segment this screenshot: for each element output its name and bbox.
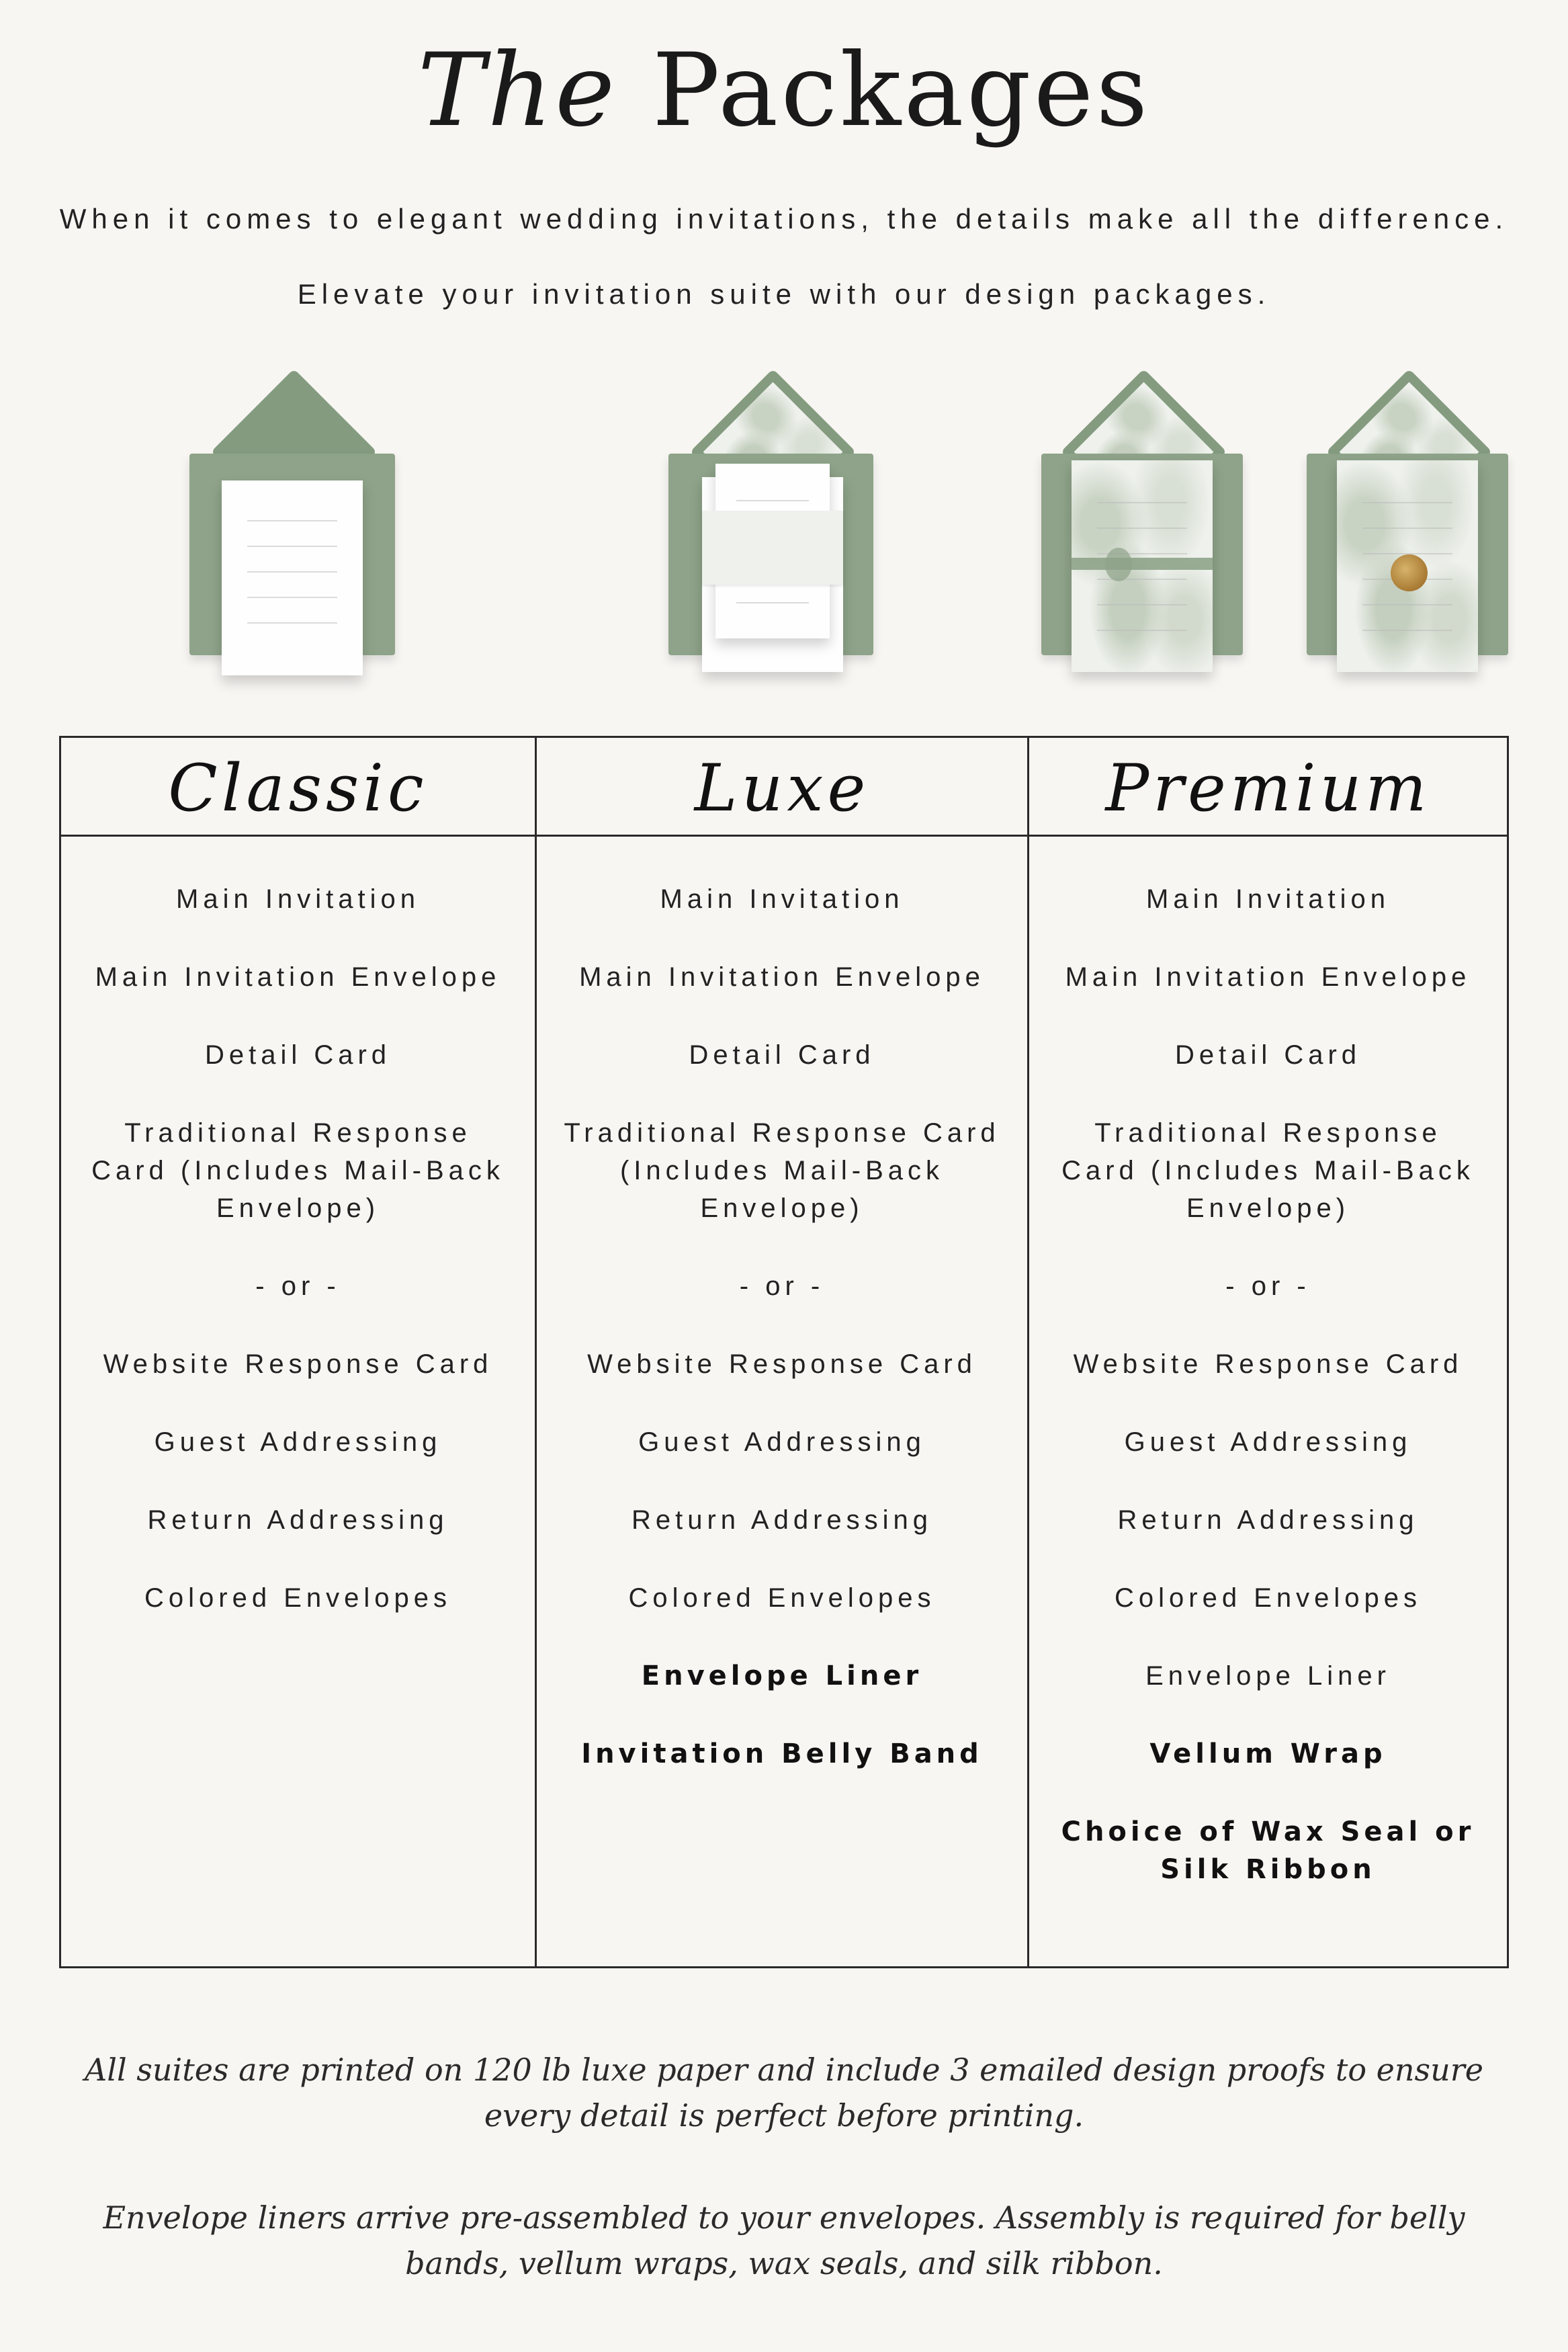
- package-item: Colored Envelopes: [628, 1583, 936, 1613]
- package-item: Main Invitation Envelope: [1065, 962, 1471, 992]
- package-item: Detail Card: [204, 1040, 392, 1070]
- package-item: Detail Card: [689, 1040, 875, 1070]
- package-item-list: [1029, 880, 1507, 1929]
- package-item: Envelope Liner: [641, 1661, 923, 1691]
- package-item: Invitation Belly Band: [581, 1738, 983, 1769]
- package-item: Guest Addressing: [638, 1427, 926, 1457]
- assembly-note: Envelope liners arrive pre-assembled to your envelopes. Assembly is required for belly bands, vellum wraps, wax seals, and silk ribbon.: [103, 2199, 1465, 2281]
- package-item: Traditional Response Card (Includes Mail-Back Envelope): [564, 1118, 1000, 1223]
- package-item: Main Invitation Envelope: [579, 962, 985, 992]
- package-item: Main Invitation: [176, 884, 420, 914]
- package-item: Colored Envelopes: [1115, 1583, 1422, 1613]
- intro-line-1: When it comes to elegant wedding invitations, the details make all the difference.: [59, 203, 1509, 235]
- title-rest: Packages: [652, 32, 1151, 149]
- premium-vellum-ribbon-photo: [1041, 376, 1243, 672]
- package-item: Website Response Card: [1073, 1349, 1463, 1379]
- intro-line-2: Elevate your invitation suite with our design packages.: [297, 278, 1271, 310]
- page-title: [0, 34, 1568, 148]
- package-item: Envelope Liner: [1145, 1661, 1391, 1691]
- package-item: Main Invitation Envelope: [95, 962, 501, 992]
- package-item: Guest Addressing: [154, 1427, 442, 1457]
- package-item: Traditional Response Card (Includes Mail-Back Envelope): [91, 1118, 505, 1223]
- package-item: Traditional Response Card (Includes Mail-Back Envelope): [1061, 1118, 1475, 1223]
- package-item: Main Invitation: [660, 884, 904, 914]
- package-item: Detail Card: [1174, 1040, 1362, 1070]
- package-item: - or -: [1225, 1271, 1311, 1301]
- paper-note: All suites are printed on 120 lb luxe paper and include 3 emailed design proofs to ensure every detail is perfect before printing.: [85, 2052, 1483, 2134]
- classic-suite-photo: [188, 376, 396, 672]
- package-item: Choice of Wax Seal or Silk Ribbon: [1061, 1816, 1475, 1885]
- package-name: Classic: [168, 751, 428, 826]
- packages-table: [59, 736, 1509, 1968]
- package-item: - or -: [739, 1271, 825, 1301]
- suite-photos: [0, 376, 1568, 685]
- package-item: Return Addressing: [631, 1505, 933, 1535]
- title-italic: The: [417, 32, 618, 149]
- package-name: Luxe: [694, 751, 870, 826]
- package-item: Vellum Wrap: [1149, 1738, 1387, 1769]
- package-item: Guest Addressing: [1124, 1427, 1412, 1457]
- package-item: Return Addressing: [1117, 1505, 1419, 1535]
- package-item: Website Response Card: [587, 1349, 977, 1379]
- package-item: Colored Envelopes: [144, 1583, 451, 1613]
- luxe-suite-photo: [668, 376, 873, 672]
- package-column-premium: [1029, 738, 1507, 1966]
- package-item: Website Response Card: [103, 1349, 493, 1379]
- package-column-luxe: [537, 738, 1027, 1966]
- package-item: Main Invitation: [1146, 884, 1390, 914]
- package-name: Premium: [1105, 751, 1431, 826]
- premium-wax-seal-photo: [1307, 376, 1508, 672]
- package-item-list: [537, 880, 1027, 1813]
- package-item: Return Addressing: [147, 1505, 449, 1535]
- package-item: - or -: [255, 1271, 341, 1301]
- package-item-list: [61, 880, 535, 1657]
- package-column-classic: [61, 738, 535, 1966]
